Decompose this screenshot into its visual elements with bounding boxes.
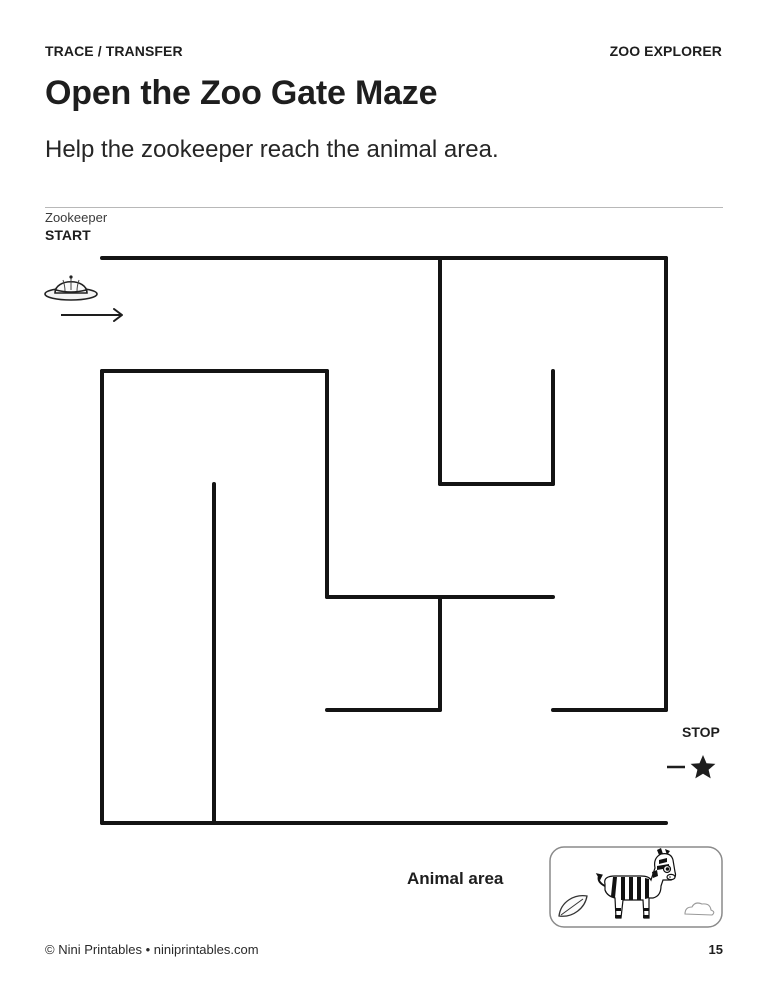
animal-area-card <box>549 846 723 928</box>
start-label: START <box>45 227 91 243</box>
footer-copyright: © Nini Printables • niniprintables.com <box>45 942 259 957</box>
page-title: Open the Zoo Gate Maze <box>45 74 438 112</box>
section-label: TRACE / TRANSFER <box>45 43 183 59</box>
series-label: ZOO EXPLORER <box>609 43 722 59</box>
stop-label: STOP <box>682 724 720 740</box>
animal-area-label: Animal area <box>407 869 504 888</box>
page-number: 15 <box>708 942 723 957</box>
star-icon <box>666 753 718 781</box>
start-caption: Zookeeper <box>45 210 108 225</box>
page-subtitle: Help the zookeeper reach the animal area. <box>45 136 499 163</box>
